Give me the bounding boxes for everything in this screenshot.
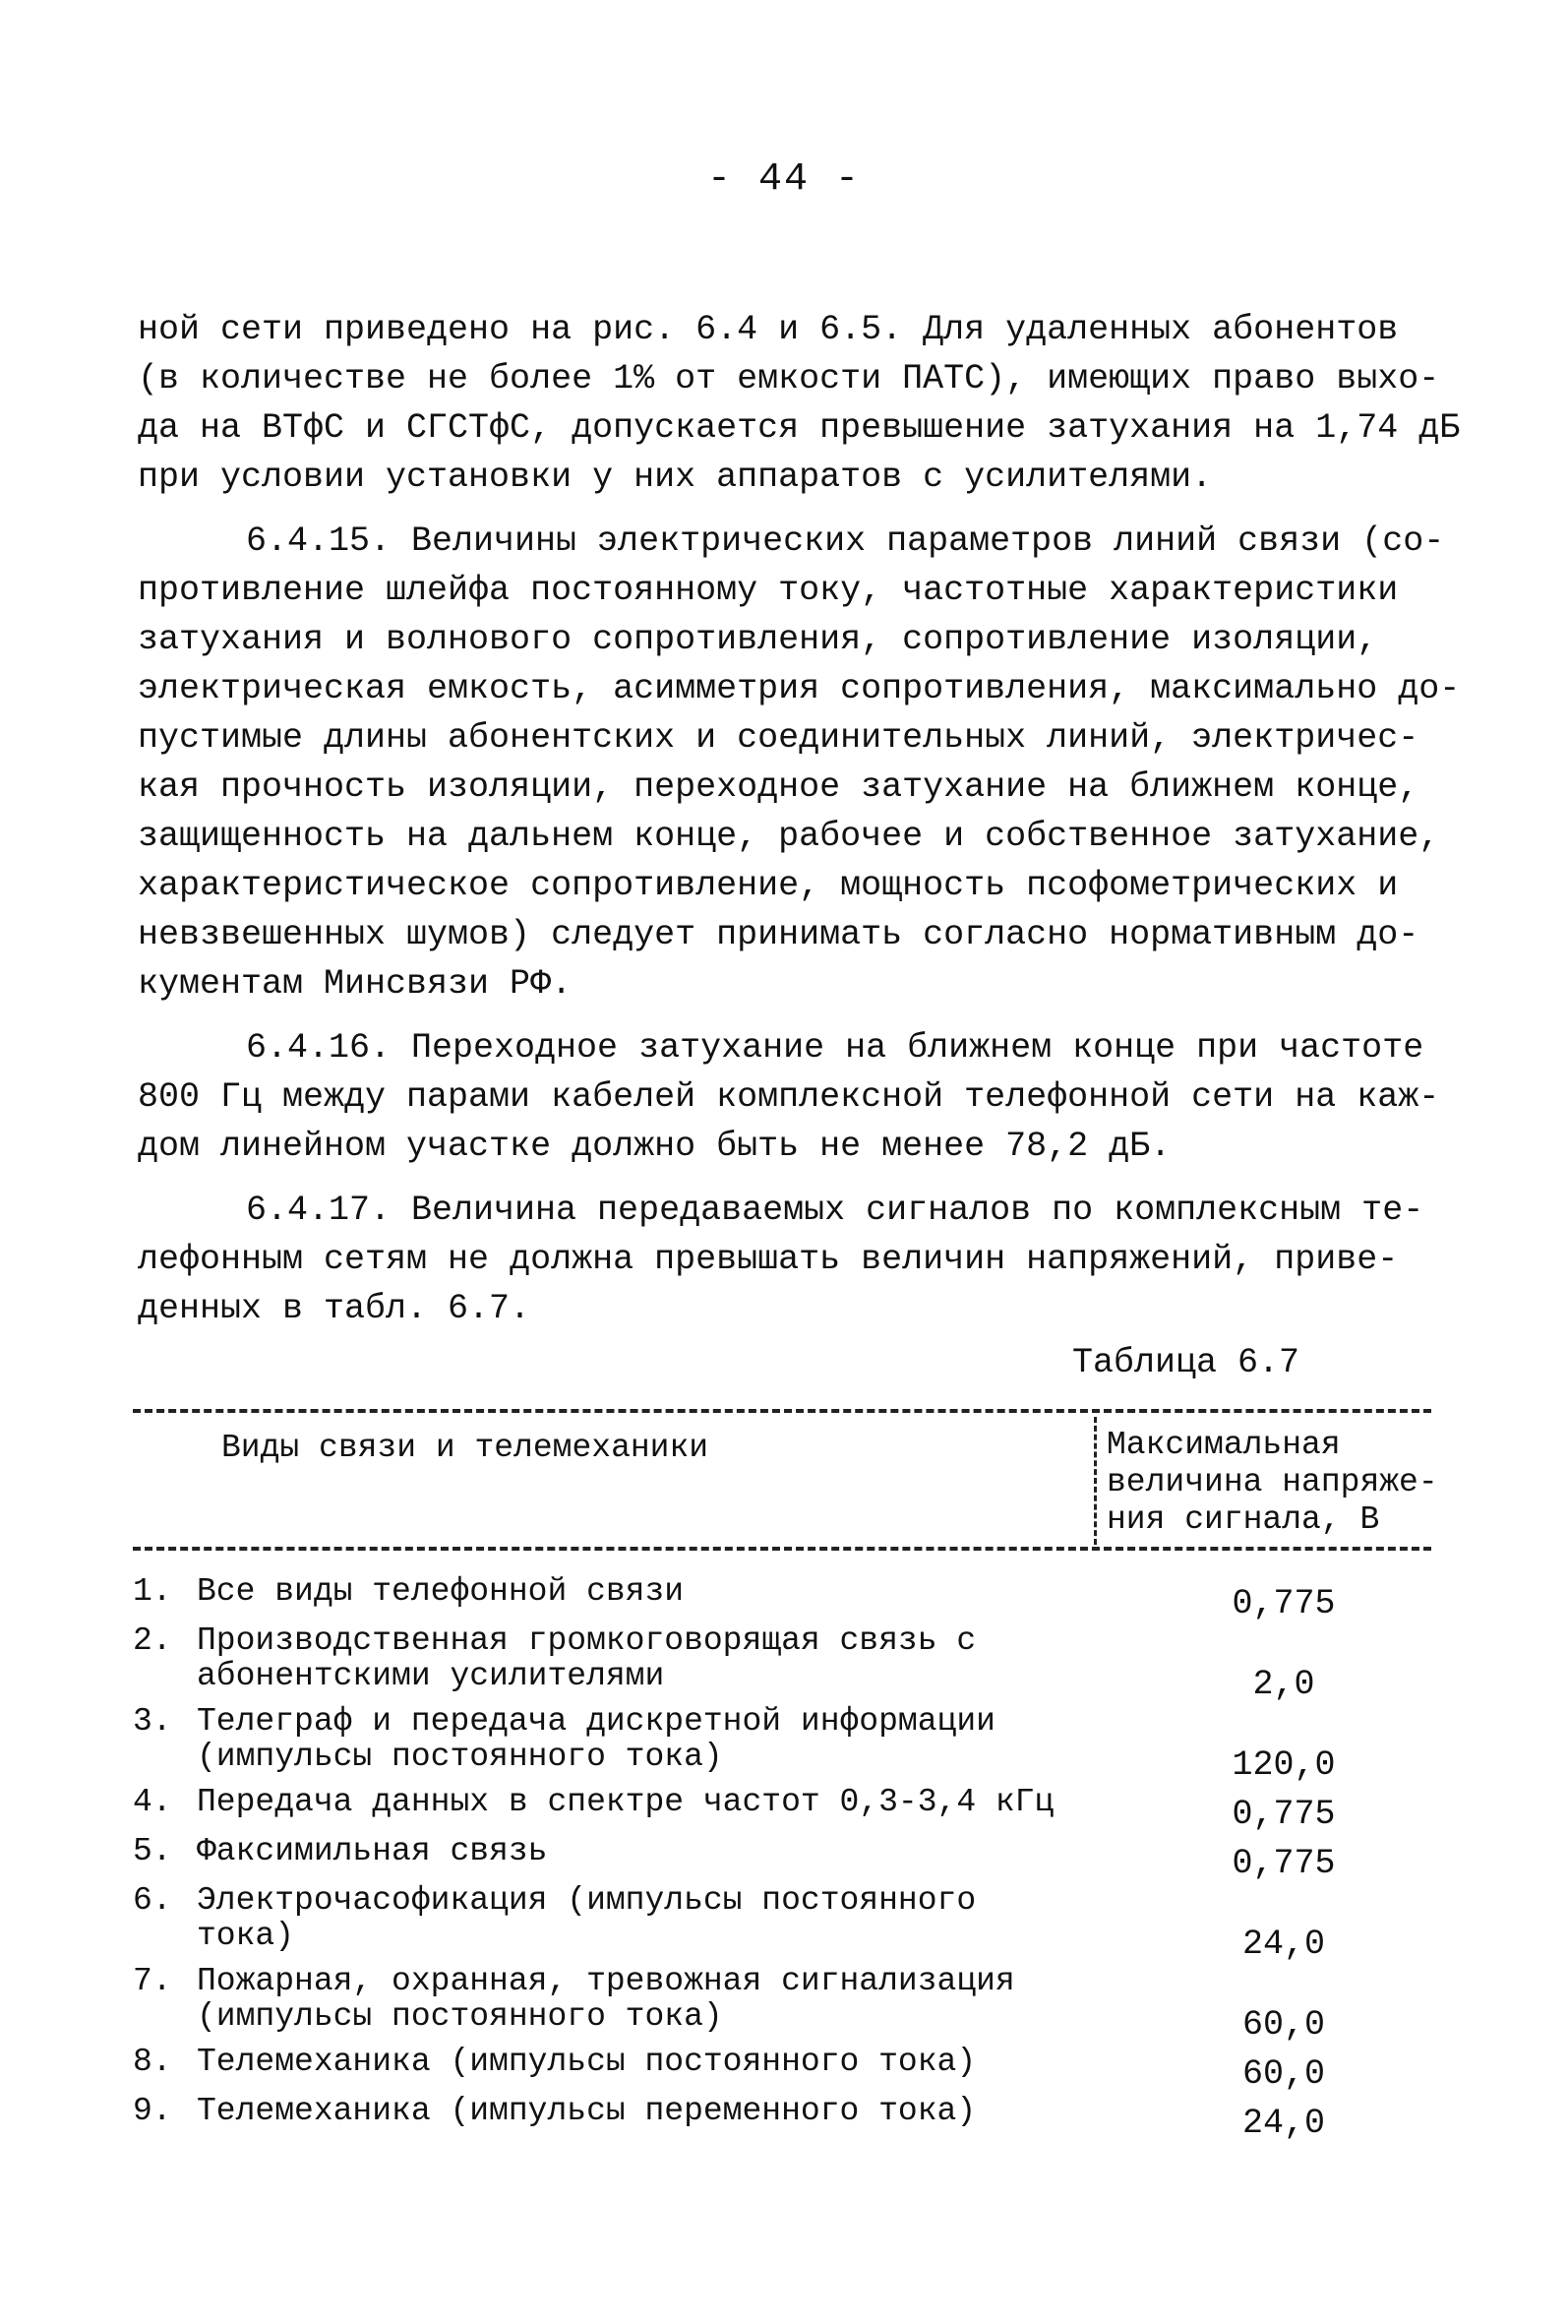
row-description-line: абонентскими усилителями: [197, 1658, 665, 1694]
text-line: 6.4.16. Переходное затухание на ближнем конце при частоте: [246, 1028, 1424, 1068]
text-line: 6.4.17. Величина передаваемых сигналов по комплексным те-: [246, 1191, 1424, 1230]
text-line: электрическая емкость, асимметрия сопротивления, максимально до-: [138, 669, 1461, 708]
table-row: [133, 1574, 1441, 1623]
text-line: невзвешенных шумов) следует принимать согласно нормативным до-: [138, 915, 1419, 954]
row-description: [197, 1704, 1180, 1775]
paragraph-6-4-17: [138, 1186, 1436, 1333]
table-header-max-voltage: [1107, 1427, 1500, 1539]
row-number: 3.: [133, 1703, 172, 1740]
row-value: 0,775: [1232, 1584, 1336, 1623]
row-description-line: Производственная громкоговорящая связь с: [197, 1622, 977, 1659]
paragraph-6-4-16: [138, 1023, 1440, 1171]
row-description-line: Телеграф и передача дискретной информации: [197, 1703, 995, 1740]
page-number: - 44 -: [706, 157, 862, 202]
row-number: 7.: [133, 1963, 172, 1999]
table-row: [133, 2045, 1441, 2094]
row-description-line: Пожарная, охранная, тревожная сигнализация: [197, 1963, 1015, 1999]
table-row: [133, 1785, 1441, 1834]
header-line: величина напряже-: [1107, 1464, 1438, 1500]
text-line: денных в табл. 6.7.: [138, 1289, 531, 1328]
table-header-rule: [133, 1547, 1431, 1551]
row-number: 5.: [133, 1833, 172, 1869]
table-row: [133, 1623, 1441, 1704]
text-line: кая прочность изоляции, переходное затухание на ближнем конце,: [138, 767, 1419, 807]
row-description-line: (импульсы постоянного тока): [197, 1739, 723, 1775]
header-line: ния сигнала, В: [1107, 1501, 1380, 1538]
row-value: 0,775: [1232, 1844, 1336, 1883]
text-line: дом линейном участке должно быть не менее 78,2 дБ.: [138, 1127, 1172, 1166]
row-value: 24,0: [1241, 2104, 1325, 2143]
table-top-rule: [133, 1409, 1431, 1413]
row-value: 24,0: [1241, 1925, 1325, 1964]
text-line: характеристическое сопротивление, мощность псофометрических и: [138, 866, 1399, 905]
table-row: [133, 1964, 1441, 2045]
text-line: (в количестве не более 1% от емкости ПАТС), имеющих право выхо-: [138, 359, 1440, 398]
row-description: [197, 1883, 1180, 1954]
row-number: 4.: [133, 1784, 172, 1820]
table-header-types: Виды связи и телемеханики: [221, 1430, 709, 1466]
paragraph-continuation: [138, 305, 1461, 502]
text-line: 6.4.15. Величины электрических параметров линий связи (со-: [246, 521, 1445, 561]
table-row: [133, 1883, 1441, 1964]
row-value: 2,0: [1252, 1665, 1315, 1704]
row-number: 2.: [133, 1622, 172, 1659]
row-description-line: Передача данных в спектре частот 0,3-3,4 кГц: [197, 1784, 1055, 1820]
row-description: [197, 1785, 1180, 1820]
row-value: 0,775: [1232, 1795, 1336, 1834]
row-number: 9.: [133, 2093, 172, 2129]
row-description-line: Факсимильная связь: [197, 1833, 548, 1869]
paragraph-6-4-15: [138, 517, 1461, 1009]
row-description: [197, 1964, 1180, 2035]
text-line: ной сети приведено на рис. 6.4 и 6.5. Для удаленных абонентов: [138, 310, 1399, 349]
row-value: 120,0: [1232, 1745, 1336, 1785]
text-line: затухания и волнового сопротивления, сопротивление изоляции,: [138, 620, 1378, 659]
text-line: 800 Гц между парами кабелей комплексной телефонной сети на каж-: [138, 1077, 1440, 1117]
row-description-line: (импульсы постоянного тока): [197, 1998, 723, 2035]
row-description-line: тока): [197, 1918, 295, 1954]
row-description-line: Телемеханика (импульсы переменного тока): [197, 2093, 977, 2129]
row-description: [197, 1623, 1180, 1694]
row-value: 60,0: [1241, 2054, 1325, 2094]
table-body: [133, 1574, 1441, 2143]
text-line: да на ВТфС и СГСТфС, допускается превышение затухания на 1,74 дБ: [138, 408, 1461, 448]
row-description: [197, 2045, 1180, 2080]
table-row: [133, 1834, 1441, 1883]
text-line: кументам Минсвязи РФ.: [138, 964, 573, 1004]
text-line: лефонным сетям не должна превышать величин напряжений, приве-: [138, 1240, 1399, 1279]
header-line: Максимальная: [1107, 1427, 1341, 1463]
row-description-line: Электрочасофикация (импульсы постоянного: [197, 1882, 977, 1919]
row-description-line: Все виды телефонной связи: [197, 1573, 685, 1610]
text-line: защищенность на дальнем конце, рабочее и собственное затухание,: [138, 817, 1440, 856]
table-caption: Таблица 6.7: [1072, 1343, 1300, 1382]
row-description: [197, 1834, 1180, 1869]
row-description: [197, 1574, 1180, 1610]
text-line: при условии установки у них аппаратов с усилителями.: [138, 458, 1213, 497]
text-line: пустимые длины абонентских и соединительных линий, электричес-: [138, 718, 1419, 758]
text-line: противление шлейфа постоянному току, частотные характеристики: [138, 571, 1399, 610]
table-column-divider: [1094, 1417, 1097, 1545]
table-row: [133, 1704, 1441, 1785]
table-row: [133, 2094, 1441, 2143]
row-description: [197, 2094, 1180, 2129]
row-value: 60,0: [1241, 2005, 1325, 2045]
row-number: 8.: [133, 2044, 172, 2080]
row-number: 6.: [133, 1882, 172, 1919]
row-description-line: Телемеханика (импульсы постоянного тока): [197, 2044, 977, 2080]
row-number: 1.: [133, 1573, 172, 1610]
